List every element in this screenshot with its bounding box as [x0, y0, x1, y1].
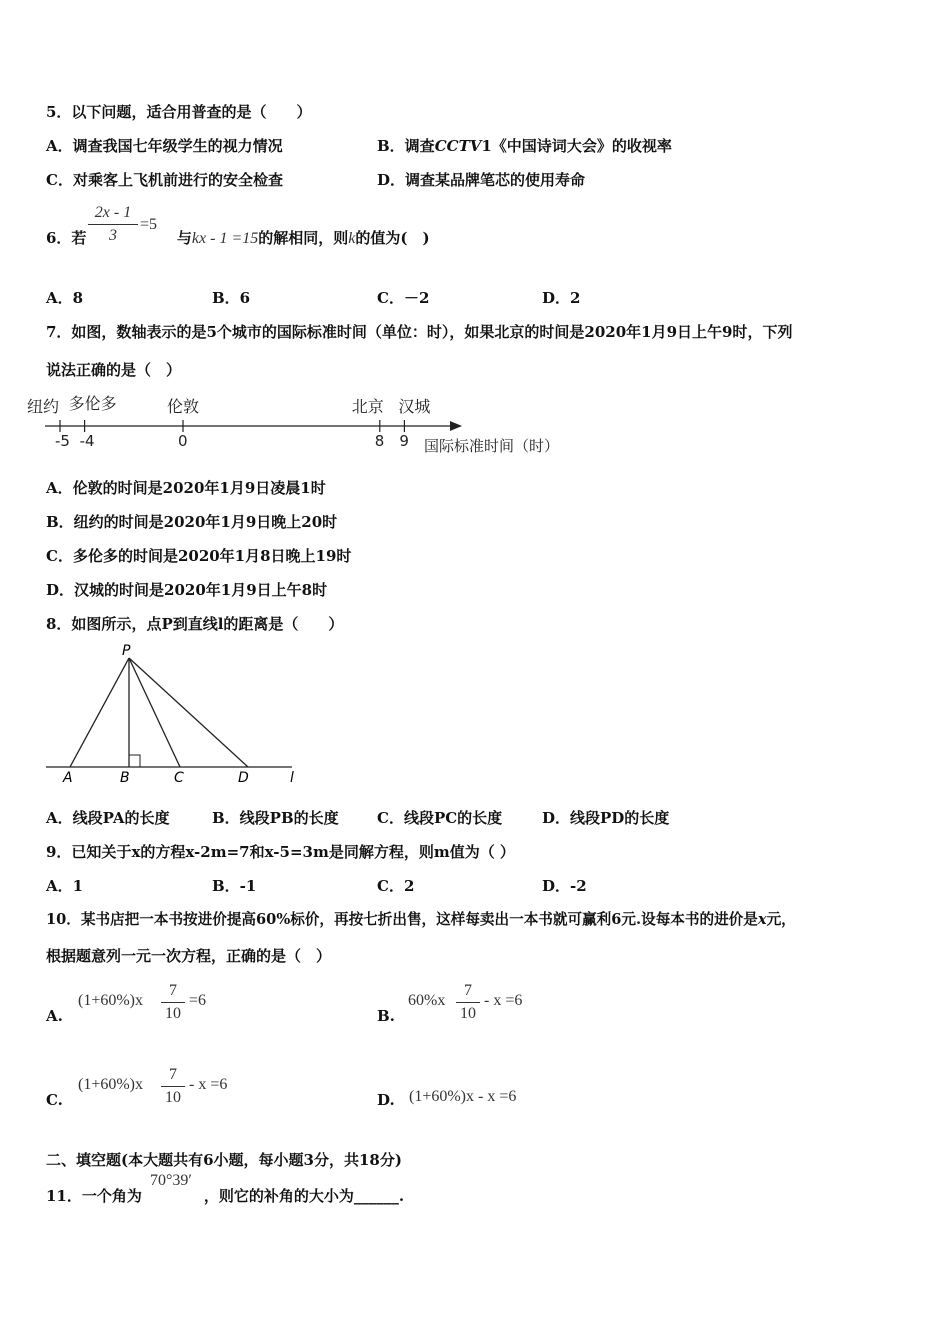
tick-label: -5	[55, 432, 70, 450]
q6-equation-2: kx - 1 =15	[191, 230, 259, 247]
q10-option-b-denominator: 10	[460, 1005, 476, 1022]
tick-label: 0	[178, 432, 188, 450]
q5-option-c: C．对乘客上飞机前进行的安全检查	[46, 171, 283, 189]
q6-fraction-denominator: 3	[109, 227, 117, 244]
city-label: 伦敦	[167, 397, 200, 416]
city-label: 多伦多	[68, 394, 117, 413]
q5-option-d: D．调查某品牌笔芯的使用寿命	[377, 171, 586, 189]
q5-option-b-suffix: 1《中国诗词大会》的收视率	[481, 137, 672, 155]
right-angle-mark	[129, 755, 140, 767]
q10-stem-line1	[46, 910, 796, 930]
q6-option-c: C．－2	[377, 289, 430, 307]
q9-option-a: A．1	[46, 877, 84, 895]
label-p: P	[122, 643, 131, 659]
tick-label: -4	[79, 432, 95, 450]
q10-variable-x: x	[757, 911, 767, 928]
q11-stem	[46, 1186, 404, 1206]
q9-option-c: C．2	[377, 877, 415, 895]
number-line-figure	[27, 388, 600, 464]
q6-option-b: B．6	[212, 289, 251, 307]
city-label: 汉城	[398, 397, 431, 416]
q10-option-c-denominator: 10	[165, 1089, 181, 1106]
q5-stem: 5．以下问题，适合用普查的是（ ）	[46, 103, 312, 121]
segment-pd	[129, 658, 248, 767]
label-c: C	[174, 770, 184, 786]
q5-option-b	[377, 136, 672, 156]
axis-arrow-icon	[450, 421, 462, 431]
q6-mid: 与	[176, 229, 192, 247]
q11-prefix: 11．一个角为	[46, 1187, 142, 1205]
q10-option-b-expr-pre: 60%x	[408, 992, 446, 1009]
q6-prefix: 6．若	[46, 229, 87, 247]
label-a: A	[63, 770, 73, 786]
q8-option-d: D．线段PD的长度	[542, 809, 670, 827]
q8-stem: 8．如图所示，点P到直线l的距离是（ ）	[46, 615, 344, 633]
fraction-bar	[456, 1002, 480, 1003]
city-label: 北京	[351, 397, 384, 416]
q10-option-b-fraction	[456, 982, 480, 1023]
geometry-figure	[40, 640, 310, 790]
q11-answer-blank: ______	[353, 1187, 399, 1205]
q10-option-a-fraction	[161, 982, 185, 1023]
q10-option-b-numerator: 7	[464, 982, 472, 999]
q7-option-b: B．纽约的时间是2020年1月9日晚上20时	[46, 513, 338, 531]
q10-stem-line2: 根据题意列一元一次方程，正确的是（ ）	[46, 947, 332, 965]
q10-option-c-fraction	[161, 1066, 185, 1107]
q9-option-b: B．-1	[212, 877, 257, 895]
label-d: D	[238, 770, 249, 786]
q7-option-d: D．汉城的时间是2020年1月9日上午8时	[46, 581, 328, 599]
q7-stem-line2: 说法正确的是（ ）	[46, 361, 182, 379]
q6-fraction-rhs: =5	[140, 216, 158, 233]
q9-option-d: D．-2	[542, 877, 587, 895]
q10-stem-end: 元，	[766, 911, 796, 928]
q5-option-a: A．调查我国七年级学生的视力情况	[46, 137, 283, 155]
q11-end: .	[398, 1187, 405, 1205]
label-l: l	[290, 770, 294, 786]
q10-option-c-label: C.	[46, 1091, 63, 1109]
label-b: B	[120, 770, 130, 786]
q11-post: ，则它的补角的大小为	[203, 1187, 354, 1205]
q8-option-c: C．线段PC的长度	[377, 809, 503, 827]
q10-option-a-label: A.	[46, 1007, 63, 1025]
q6-fraction-numerator: 2x - 1	[94, 204, 132, 221]
q9-stem: 9．已知关于x的方程x-2m=7和x-5=3m是同解方程，则m值为（ ）	[46, 843, 515, 861]
fraction-bar	[161, 1002, 185, 1003]
segment-pa	[70, 658, 129, 767]
segment-pc	[129, 658, 180, 767]
q6-option-d: D．2	[542, 289, 581, 307]
q10-option-d-expr: (1+60%)x - x =6	[409, 1088, 517, 1105]
q7-option-a: A．伦敦的时间是2020年1月9日凌晨1时	[46, 479, 326, 497]
axis-label: 国际标准时间（时）	[424, 437, 560, 455]
q8-option-a: A．线段PA的长度	[46, 809, 170, 827]
q11-angle: 70°39′	[150, 1172, 192, 1189]
q7-stem-line1: 7．如图，数轴表示的是5个城市的国际标准时间（单位：时），如果北京的时间是2020年1月9日上午9时，下列	[46, 323, 793, 341]
q6-post: 的解相同，则	[258, 229, 349, 247]
q6-fraction	[88, 204, 138, 245]
q10-option-c-numerator: 7	[169, 1066, 177, 1083]
city-label: 纽约	[27, 397, 60, 416]
q10-option-a-numerator: 7	[169, 982, 177, 999]
q7-option-c: C．多伦多的时间是2020年1月8日晚上19时	[46, 547, 352, 565]
q10-option-a-expr-pre: (1+60%)x	[78, 992, 144, 1009]
q5-option-b-prefix: B．调查	[377, 137, 435, 155]
q10-option-b-expr-post: - x =6	[484, 992, 523, 1009]
q10-option-a-denominator: 10	[165, 1005, 181, 1022]
q10-option-b-label: B.	[377, 1007, 395, 1025]
section-2-heading: 二、填空题(本大题共有6小题，每小题3分，共18分)	[46, 1151, 402, 1169]
q6-tail: 的值为( )	[355, 229, 430, 247]
fraction-bar	[161, 1086, 185, 1087]
fraction-bar	[88, 224, 138, 225]
q10-option-c-expr-pre: (1+60%)x	[78, 1076, 144, 1093]
q5-option-b-italic: CCTV	[434, 137, 482, 155]
q8-option-b: B．线段PB的长度	[212, 809, 339, 827]
q6-option-a: A．8	[46, 289, 84, 307]
tick-label: 8	[374, 432, 385, 450]
q10-option-d-label: D.	[377, 1091, 395, 1109]
q6-k-variable: k	[348, 230, 356, 247]
q10-stem-text: 10．某书店把一本书按进价提高60%标价，再按七折出售，这样每卖出一本书就可赢利6元.设每本书的进价是	[46, 911, 758, 928]
q10-option-a-expr-post: =6	[189, 992, 207, 1009]
tick-label: 9	[399, 432, 409, 450]
q10-option-c-expr-post: - x =6	[189, 1076, 228, 1093]
